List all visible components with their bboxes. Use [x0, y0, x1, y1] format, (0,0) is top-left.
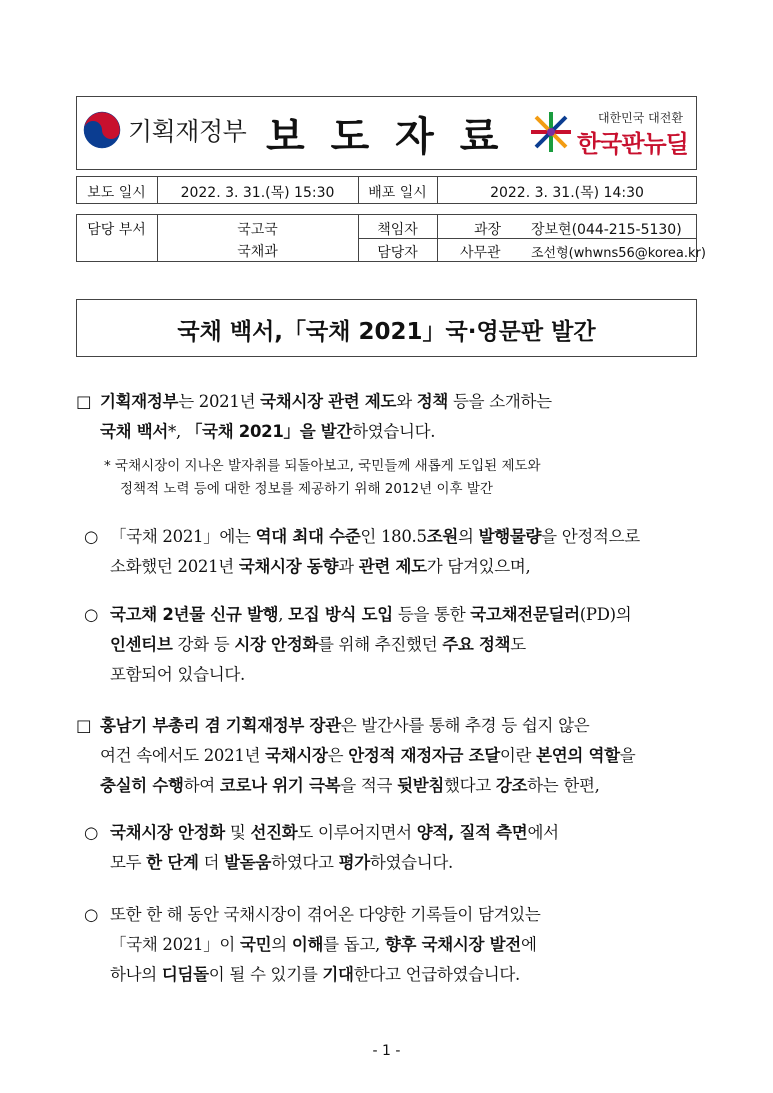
department-line1: 국고국 — [237, 222, 278, 238]
sub-bullet-4-line-1: 또한 한 해 동안 국채시장이 겪어온 다양한 기록들이 담겨있는 — [110, 905, 541, 924]
sub-bullet-4-line-3: 하나의 디딤돌이 될 수 있기를 기대한다고 언급하였습니다. — [110, 965, 520, 984]
sub-bullet-3-line-2: 모두 한 단계 더 발돋움하였다고 평가하였습니다. — [110, 853, 453, 872]
distribution-date-value: 2022. 3. 31.(목) 14:30 — [490, 185, 644, 201]
responsible-title: 과장 — [474, 222, 502, 238]
paragraph-2-line-3: 충실히 수행하여 코로나 위기 극복을 적극 뒷받침했다고 강조하는 한편, — [100, 776, 600, 795]
sub-bullet-4-mark: ○ — [84, 905, 99, 924]
department-line2: 국채과 — [237, 244, 278, 260]
report-date-label: 보도 일시 — [87, 185, 146, 201]
sub-bullet-2-line-1: 국고채 2년물 신규 발행, 모집 방식 도입 등을 통한 국고채전문딜러(PD)의 — [110, 605, 632, 624]
report-date-value: 2022. 3. 31.(목) 15:30 — [180, 185, 335, 201]
page-title: 국채 백서,「국채 2021」국·영문판 발간 — [177, 319, 596, 345]
campaign-line1: 대한민국 대전환 — [598, 111, 683, 125]
distribution-date-label: 배포 일시 — [368, 185, 427, 201]
sub-bullet-2-mark: ○ — [84, 605, 99, 624]
paragraph-2-bullet: □ — [76, 716, 92, 735]
ministry-emblem-icon — [82, 110, 122, 150]
sub-bullet-3-line-1: 국채시장 안정화 및 선진화도 이루어지면서 양적, 질적 측면에서 — [110, 823, 559, 842]
ministry-name: 기획재정부 — [128, 117, 247, 146]
paragraph-1-line-2: 국채 백서*, 「국채 2021」을 발간하였습니다. — [100, 422, 436, 441]
new-deal-logo-icon — [527, 108, 575, 156]
campaign-line2: 한국판뉴딜 — [577, 130, 688, 158]
sub-bullet-3-mark: ○ — [84, 823, 99, 842]
paragraph-2-line-2: 여건 속에서도 2021년 국채시장은 안정적 재정자금 조달이란 본연의 역할을 — [100, 746, 636, 765]
department-label: 담당 부서 — [87, 222, 146, 238]
in-charge-label: 담당자 — [377, 245, 418, 261]
paragraph-1-line-1: 기획재정부는 2021년 국채시장 관련 제도와 정책 등을 소개하는 — [100, 392, 552, 411]
sub-bullet-2-line-2: 인센티브 강화 등 시장 안정화를 위해 추진했던 주요 정책도 — [110, 635, 526, 654]
sub-bullet-1-line-2: 소화했던 2021년 국채시장 동향과 관련 제도가 담겨있으며, — [110, 557, 531, 576]
sub-bullet-4-line-2: 「국채 2021」이 국민의 이해를 돕고, 향후 국채시장 발전에 — [110, 935, 537, 954]
in-charge-title: 사무관 — [460, 245, 501, 261]
page-number: - 1 - — [372, 1043, 401, 1059]
in-charge-name: 조선형(whwns56@korea.kr) — [531, 246, 706, 261]
sub-bullet-1-mark: ○ — [84, 527, 99, 546]
paragraph-1-bullet: □ — [76, 392, 92, 411]
sub-bullet-2-line-3: 포함되어 있습니다. — [110, 665, 246, 684]
sub-bullet-1-line-1: 「국채 2021」에는 역대 최대 수준인 180.5조원의 발행물량을 안정적으로 — [110, 527, 640, 546]
footnote-line-1: * 국채시장이 지나온 발자취를 되돌아보고, 국민들께 새롭게 도입된 제도와 — [104, 458, 541, 474]
paragraph-2-line-1: 홍남기 부총리 겸 기획재정부 장관은 발간사를 통해 추경 등 쉽지 않은 — [100, 716, 590, 735]
responsible-label: 책임자 — [377, 222, 418, 238]
footnote-line-2: 정책적 노력 등에 대한 정보를 제공하기 위해 2012년 이후 발간 — [120, 481, 493, 497]
doc-type-title: 보 도 자 료 — [266, 114, 505, 160]
responsible-name: 장보현(044-215-5130) — [531, 222, 682, 238]
